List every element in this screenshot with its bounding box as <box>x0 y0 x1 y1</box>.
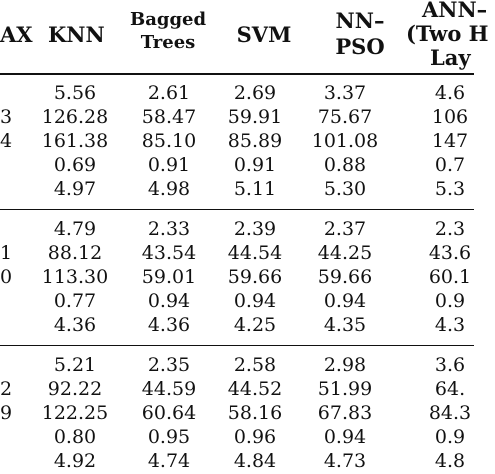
table-cell: 4.25 <box>233 314 277 336</box>
table-cell: 2.58 <box>233 354 277 376</box>
column-header-svm: SVM <box>236 22 292 47</box>
group-divider <box>0 209 474 210</box>
table-cell: 0.77 <box>53 290 97 312</box>
table-cell: 58.16 <box>227 402 283 424</box>
table-cell: 2.35 <box>147 354 191 376</box>
table-cell: 51.99 <box>317 378 373 400</box>
table-cell: 0.80 <box>53 426 97 448</box>
table-cell: 4.73 <box>323 450 367 472</box>
group-divider <box>0 345 474 346</box>
table-cell: 4.36 <box>147 314 191 336</box>
table-cell: 4.6 <box>434 82 466 104</box>
table-cell: 4.97 <box>53 178 97 200</box>
table-cell: 5.56 <box>53 82 97 104</box>
table-cell: 2.39 <box>233 218 277 240</box>
table-cell: 59.01 <box>141 266 197 288</box>
table-cell: 44.59 <box>141 378 197 400</box>
table-cell: 67.83 <box>317 402 373 424</box>
table-cell: 147 <box>431 130 469 152</box>
table-cell: 0.95 <box>147 426 191 448</box>
table-cell: 0.7 <box>434 154 466 176</box>
table-cell: 0.91 <box>147 154 191 176</box>
table-cell: 5.11 <box>233 178 277 200</box>
table-cell: 3.6 <box>434 354 466 376</box>
table-cell: 0.96 <box>233 426 277 448</box>
column-header-ann-line1: ANN– <box>422 0 488 22</box>
table-cell: 85.89 <box>227 130 283 152</box>
table-cell: 85.10 <box>141 130 197 152</box>
table-cell: 0.94 <box>323 290 367 312</box>
table-cell: 4.84 <box>233 450 277 472</box>
table-cell: 43.54 <box>141 242 197 264</box>
table-cell: 4.98 <box>147 178 191 200</box>
table-cell: 106 <box>431 106 469 128</box>
row-stub: 3 <box>0 106 13 128</box>
table-cell: 84.3 <box>428 402 472 424</box>
column-header-ax: AX <box>0 22 33 47</box>
table-cell: 3.37 <box>323 82 367 104</box>
row-stub: 4 <box>0 130 13 152</box>
table-cell: 4.36 <box>53 314 97 336</box>
row-stub: 0 <box>0 266 13 288</box>
table-cell: 161.38 <box>41 130 109 152</box>
table-cell: 4.35 <box>323 314 367 336</box>
table-cell: 59.91 <box>227 106 283 128</box>
table-cell: 0.9 <box>434 290 466 312</box>
table-cell: 4.3 <box>434 314 466 336</box>
column-header-nn-pso-line1: NN– <box>335 8 385 33</box>
table-cell: 60.1 <box>428 266 472 288</box>
table-cell: 59.66 <box>227 266 283 288</box>
row-stub: 1 <box>0 242 13 264</box>
column-header-bagged-trees-line1: Bagged <box>130 9 207 30</box>
table-cell: 44.25 <box>317 242 373 264</box>
table-cell: 64. <box>434 378 466 400</box>
table-cell: 4.92 <box>53 450 97 472</box>
table-cell: 44.52 <box>227 378 283 400</box>
table-cell: 4.74 <box>147 450 191 472</box>
table-cell: 2.3 <box>434 218 466 240</box>
table-cell: 4.8 <box>434 450 466 472</box>
table-cell: 5.21 <box>53 354 97 376</box>
table-cell: 126.28 <box>41 106 109 128</box>
table-cell: 5.3 <box>434 178 466 200</box>
table-cell: 101.08 <box>311 130 379 152</box>
row-stub: 9 <box>0 402 13 424</box>
header-rule <box>0 73 474 75</box>
column-header-ann-line3: Lay <box>430 45 471 70</box>
table-cell: 113.30 <box>41 266 109 288</box>
table-cell: 0.69 <box>53 154 97 176</box>
table-cell: 43.6 <box>428 242 472 264</box>
column-header-nn-pso-line2: PSO <box>335 34 385 59</box>
column-header-bagged-trees-line2: Trees <box>140 32 196 53</box>
table-cell: 2.69 <box>233 82 277 104</box>
table-cell: 2.37 <box>323 218 367 240</box>
column-header-knn: KNN <box>48 22 105 47</box>
table-cell: 0.91 <box>233 154 277 176</box>
table-cell: 92.22 <box>47 378 103 400</box>
table-cell: 0.94 <box>323 426 367 448</box>
table-cell: 5.30 <box>323 178 367 200</box>
table-cell: 122.25 <box>41 402 109 424</box>
table-cell: 88.12 <box>47 242 103 264</box>
column-header-ann-line2: (Two H <box>406 21 489 46</box>
table-cell: 0.94 <box>233 290 277 312</box>
table-cell: 0.94 <box>147 290 191 312</box>
table-cell: 75.67 <box>317 106 373 128</box>
row-stub: 2 <box>0 378 13 400</box>
table-cell: 58.47 <box>141 106 197 128</box>
table-cell: 0.88 <box>323 154 367 176</box>
table-cell: 2.33 <box>147 218 191 240</box>
table-cell: 4.79 <box>53 218 97 240</box>
table-cell: 59.66 <box>317 266 373 288</box>
table-cell: 2.61 <box>147 82 191 104</box>
table-cell: 60.64 <box>141 402 197 424</box>
table-cell: 0.9 <box>434 426 466 448</box>
table-cell: 44.54 <box>227 242 283 264</box>
table-cell: 2.98 <box>323 354 367 376</box>
